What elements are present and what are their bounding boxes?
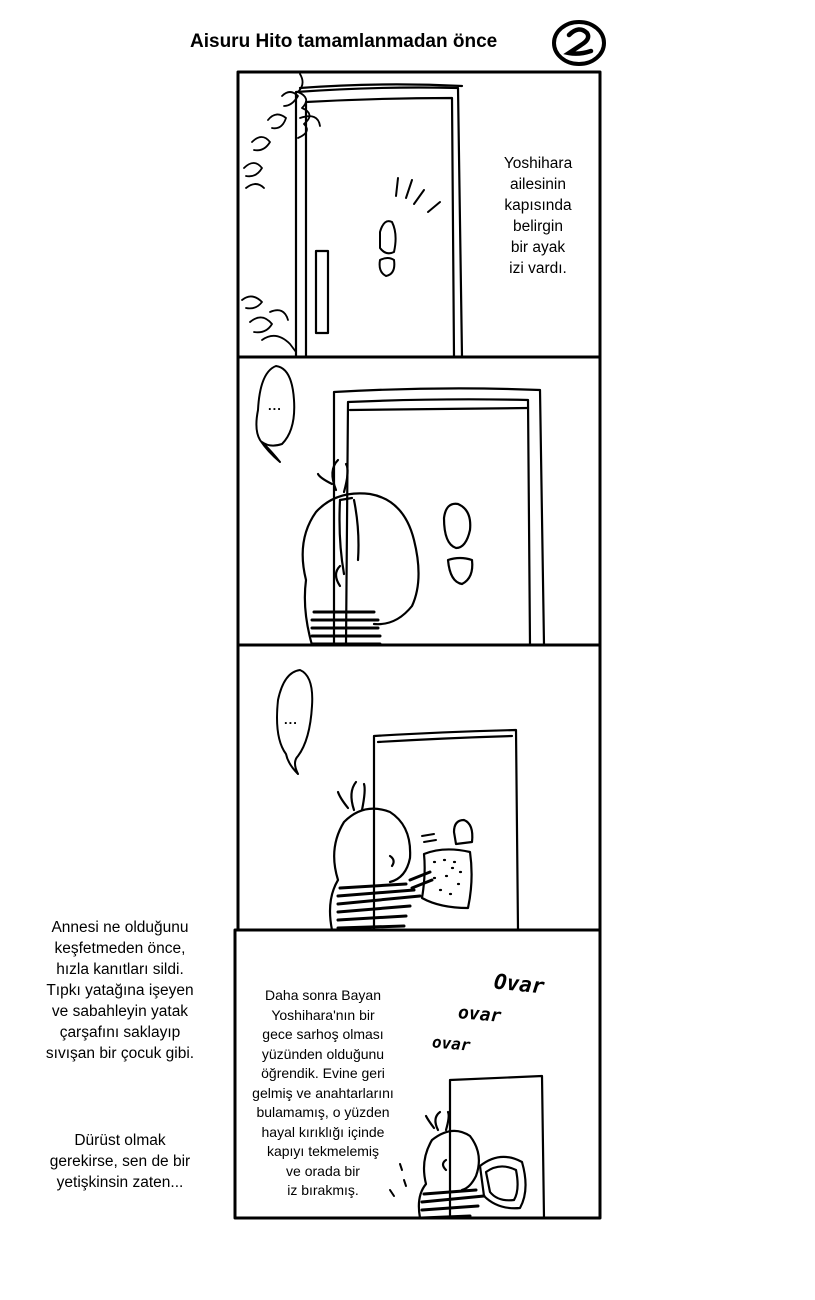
caption-line: bulamamış, o yüzden	[256, 1104, 390, 1120]
caption-line: bir ayak	[510, 239, 566, 256]
thought-text-panel3: ...	[284, 712, 298, 727]
caption-line: izi vardı.	[509, 260, 567, 277]
footprint-panel1	[380, 221, 396, 276]
caption-line: hayal kırıklığı içinde	[261, 1123, 385, 1140]
sfx-ovar-3: ovar	[431, 1032, 472, 1055]
child-panel2	[303, 460, 419, 645]
caption-line: Daha sonra Bayan	[265, 987, 381, 1003]
side-note-line: gerekirse, sen de bir	[49, 1153, 191, 1170]
shirt-stripes-panel3	[338, 884, 420, 928]
caption-line: ve orada bir	[286, 1162, 360, 1179]
cloth-panel4	[480, 1157, 526, 1208]
arm-stripes-panel3	[410, 872, 432, 888]
caption-line: gelmiş ve anahtarlarını	[252, 1084, 394, 1101]
door-panel2	[334, 388, 544, 645]
impact-lines-panel1	[396, 178, 440, 212]
side-note	[20, 917, 220, 1064]
caption-line: yüzünden olduğunu	[261, 1045, 385, 1062]
thought-text-panel2: ...	[268, 398, 282, 413]
caption-line: kapıyı tekmelemiş	[266, 1143, 380, 1159]
panel4-caption	[238, 986, 408, 1201]
cloth-panel3	[422, 849, 472, 908]
side-note-line: Dürüst olmak	[74, 1132, 166, 1149]
caption-line: belirgin	[513, 218, 563, 235]
sfx-ovar-1: Ovar	[492, 969, 546, 999]
caption-line: gece sarhoş olması	[262, 1026, 384, 1042]
cloth-dots	[434, 860, 461, 894]
shirt-stripes-panel4	[422, 1190, 484, 1218]
side-note-line: keşfetmeden önce,	[54, 940, 186, 957]
side-note-line: Tıpkı yatağına işeyen	[46, 982, 194, 999]
side-note-line: yetişkinsin zaten...	[56, 1174, 184, 1191]
side-note-line: Annesi ne olduğunu	[51, 919, 189, 936]
footprint-panel3	[454, 820, 472, 844]
caption-line: öğrendik. Evine geri	[261, 1065, 385, 1081]
door-panel3	[374, 730, 518, 930]
side-note-line: hızla kanıtları sildi.	[56, 961, 184, 978]
footprint-panel2	[444, 504, 472, 584]
side-note-2	[30, 1130, 210, 1193]
panel-3	[238, 645, 600, 930]
door-panel1	[296, 84, 462, 357]
caption-line: Yoshihara	[503, 155, 573, 172]
caption-line: ailesinin	[509, 176, 566, 193]
comic-title: Aisuru Hito tamamlanmadan önce	[190, 31, 498, 52]
caption-line: kapısında	[504, 197, 572, 214]
caption-line: Yoshihara'nın bir	[271, 1006, 375, 1023]
sfx-ovar-2: ovar	[457, 1002, 503, 1027]
panel1-caption	[478, 153, 598, 279]
bush-bottom	[242, 296, 296, 352]
side-note-line: çarşafını saklayıp	[59, 1024, 181, 1041]
thought-bubble-panel2	[256, 366, 294, 462]
caption-line: iz bırakmış.	[287, 1182, 359, 1198]
side-note-line: sıvışan bir çocuk gibi.	[45, 1045, 195, 1062]
side-note-line: ve sabahleyin yatak	[51, 1003, 189, 1020]
impact-lines-panel3	[422, 834, 436, 842]
